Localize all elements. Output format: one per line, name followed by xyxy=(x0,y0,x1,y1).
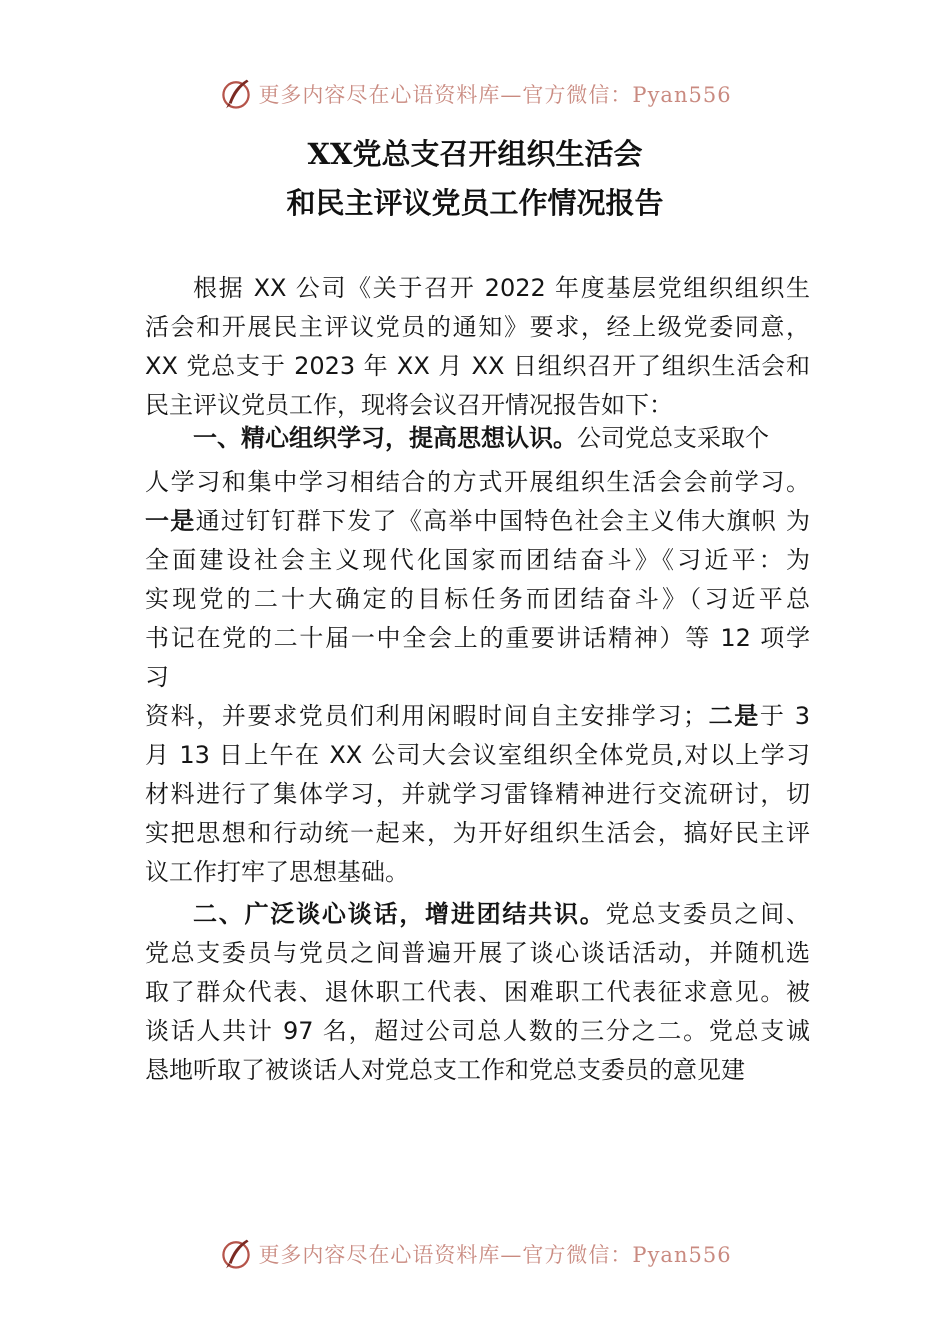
text-segment: 于 3 xyxy=(759,702,810,730)
intro-paragraph xyxy=(145,269,810,425)
section-2-paragraph xyxy=(145,895,810,1090)
text-line: 全面建设社会主义现代化国家而团结奋斗》《习近平：为 xyxy=(145,546,810,574)
text-line: XX 党总支于 2023 年 XX 月 XX 日组织召开了组织生活会和 xyxy=(145,352,810,380)
text-line xyxy=(145,697,810,736)
text-line: 取了群众代表、退休职工代表、困难职工代表征求意见。被 xyxy=(145,978,810,1006)
document-title-line-2: 和民主评议党员工作情况报告 xyxy=(286,186,664,220)
text-line: 实现党的二十大确定的目标任务而团结奋斗》（习近平总 xyxy=(145,585,810,613)
quill-pen-logo-icon xyxy=(218,76,254,112)
section-1-paragraph xyxy=(145,419,810,892)
text-line xyxy=(145,419,810,458)
text-segment: 通过钉钉群下发了《高举中国特色社会主义伟大旗帜 为 xyxy=(195,507,810,535)
section-1-heading: 一、精心组织学习，提高思想认识。 xyxy=(193,424,577,452)
text-line: 月 13 日上午在 XX 公司大会议室组织全体党员,对以上学习 xyxy=(145,741,810,769)
text-line: 党总支委员与党员之间普遍开展了谈心谈话活动，并随机选 xyxy=(145,939,810,967)
text-line xyxy=(145,502,810,541)
text-segment: 资料，并要求党员们利用闲暇时间自主安排学习； xyxy=(145,702,707,730)
text-line: 恳地听取了被谈话人对党总支工作和党总支委员的意见建 xyxy=(145,1056,745,1084)
text-line xyxy=(145,895,810,934)
text-line: 议工作打牢了思想基础。 xyxy=(145,858,409,886)
watermark-text: 更多内容尽在心语资料库—官方微信：Pyan556 xyxy=(258,1243,732,1267)
item-1-label: 一是 xyxy=(145,507,196,535)
text-segment: 公司党总支采取个 xyxy=(577,424,769,452)
bottom-watermark xyxy=(0,1230,950,1278)
text-line: 人学习和集中学习相结合的方式开展组织生活会会前学习。 xyxy=(145,468,810,496)
text-line: 实把思想和行动统一起来，为开好组织生活会，搞好民主评 xyxy=(145,819,810,847)
section-2-heading: 二、广泛谈心谈话，增进团结共识。 xyxy=(193,900,606,928)
text-segment: 党总支委员之间、 xyxy=(605,900,811,928)
watermark-text: 更多内容尽在心语资料库—官方微信：Pyan556 xyxy=(258,83,732,107)
text-line: 民主评议党员工作，现将会议召开情况报告如下： xyxy=(145,391,673,419)
text-line: 活会和开展民主评议党员的通知》要求，经上级党委同意， xyxy=(145,313,810,341)
text-line: 材料进行了集体学习，并就学习雷锋精神进行交流研讨，切 xyxy=(145,780,810,808)
text-line: 习 xyxy=(145,663,169,691)
quill-pen-logo-icon xyxy=(218,1236,254,1272)
document-title-line-1: XX党总支召开组织生活会 xyxy=(307,137,643,171)
top-watermark xyxy=(0,70,950,118)
item-2-label: 二是 xyxy=(707,702,760,730)
text-line: 谈话人共计 97 名，超过公司总人数的三分之二。党总支诚 xyxy=(145,1017,810,1045)
text-line: 根据 XX 公司《关于召开 2022 年度基层党组织组织生 xyxy=(193,274,810,302)
text-line: 书记在党的二十届一中全会上的重要讲话精神）等 12 项学 xyxy=(145,624,810,652)
